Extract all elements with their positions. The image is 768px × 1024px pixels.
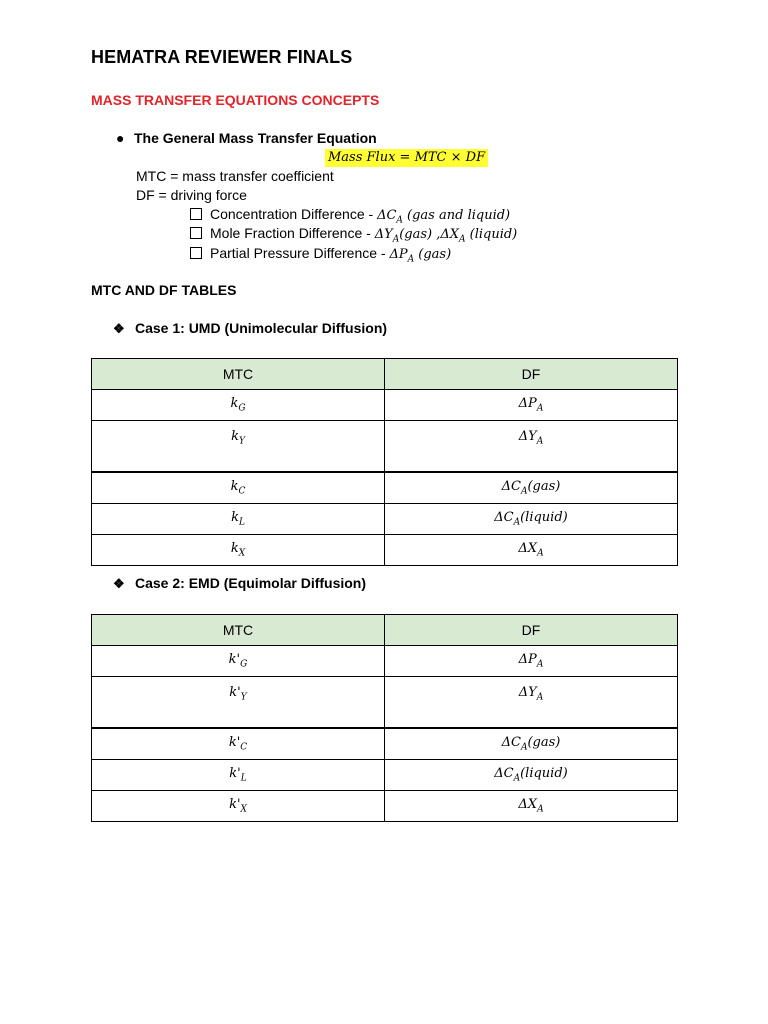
diamond-bullet-icon: ❖ (113, 576, 125, 591)
table-row (92, 535, 678, 566)
table-row (92, 504, 678, 535)
checklist-item (190, 206, 510, 226)
mtc-cell: $k_G$ (92, 390, 385, 421)
df-cell: $\Delta Y_A$ (385, 421, 678, 473)
umd-table (91, 358, 678, 566)
mtc-cell: $k'_C$ (92, 728, 385, 760)
case-label: Case 1: UMD (Unimolecular Diffusion) (135, 320, 388, 336)
bullet-item (116, 130, 377, 146)
table-header-row (92, 615, 678, 646)
section-heading: MASS TRANSFER EQUATIONS CONCEPTS (91, 92, 380, 108)
case-heading (113, 320, 387, 337)
table-header-row (92, 359, 678, 390)
case-heading (113, 575, 366, 592)
mtc-cell: $k'_Y$ (92, 677, 385, 729)
checklist-math: $\Delta Y_A(gas)$ $,\Delta X_A$ (liquid) (374, 227, 518, 245)
highlighted-formula: Mass Flux = MTC × DF (325, 149, 488, 167)
mtc-cell: $k'_G$ (92, 646, 385, 677)
case-label: Case 2: EMD (Equimolar Diffusion) (135, 575, 367, 591)
tables-heading: MTC AND DF TABLES (91, 282, 237, 298)
emd-table (91, 614, 678, 822)
document-title: HEMATRA REVIEWER FINALS (91, 47, 353, 67)
df-definition: DF = driving force (136, 187, 247, 203)
mtc-cell: $k_X$ (92, 535, 385, 566)
df-cell: $\Delta X_A$ (385, 535, 678, 566)
mtc-cell: $k'_X$ (92, 791, 385, 822)
checklist-math: $\Delta C_A$ (gas and liquid) (377, 208, 511, 226)
mtc-cell: $k'_L$ (92, 760, 385, 791)
header-df: DF (385, 359, 678, 390)
mtc-definition: MTC = mass transfer coefficient (136, 168, 334, 184)
df-cell: $\Delta C_A(liquid)$ (385, 504, 678, 535)
bullet-icon: ● (116, 130, 125, 146)
checklist-label: Mole Fraction Difference - (210, 225, 375, 241)
checklist-label: Concentration Difference - (210, 206, 378, 222)
table-row (92, 728, 678, 760)
mtc-cell: $k_Y$ (92, 421, 385, 473)
checkbox-icon (190, 227, 202, 239)
table-row (92, 760, 678, 791)
df-cell: $\Delta X_A$ (385, 791, 678, 822)
table-row (92, 791, 678, 822)
table-row (92, 646, 678, 677)
df-cell: $\Delta C_A(gas)$ (385, 728, 678, 760)
header-mtc: MTC (92, 615, 385, 646)
checklist-item (190, 245, 451, 265)
mtc-cell: $k_L$ (92, 504, 385, 535)
checklist-math: $\Delta P_A$ (gas) (389, 247, 452, 265)
header-mtc: MTC (92, 359, 385, 390)
checklist-label: Partial Pressure Difference - (210, 245, 390, 261)
diamond-bullet-icon: ❖ (113, 321, 125, 336)
df-cell: $\Delta Y_A$ (385, 677, 678, 729)
table-row (92, 677, 678, 729)
df-cell: $\Delta C_A(liquid)$ (385, 760, 678, 791)
checkbox-icon (190, 208, 202, 220)
df-cell: $\Delta P_A$ (385, 390, 678, 421)
checkbox-icon (190, 247, 202, 259)
df-cell: $\Delta C_A(gas)$ (385, 472, 678, 504)
mtc-cell: $k_C$ (92, 472, 385, 504)
header-df: DF (385, 615, 678, 646)
table-row (92, 472, 678, 504)
df-cell: $\Delta P_A$ (385, 646, 678, 677)
bullet-heading: The General Mass Transfer Equation (134, 130, 377, 146)
table-row (92, 390, 678, 421)
checklist-item (190, 225, 517, 245)
table-row (92, 421, 678, 473)
